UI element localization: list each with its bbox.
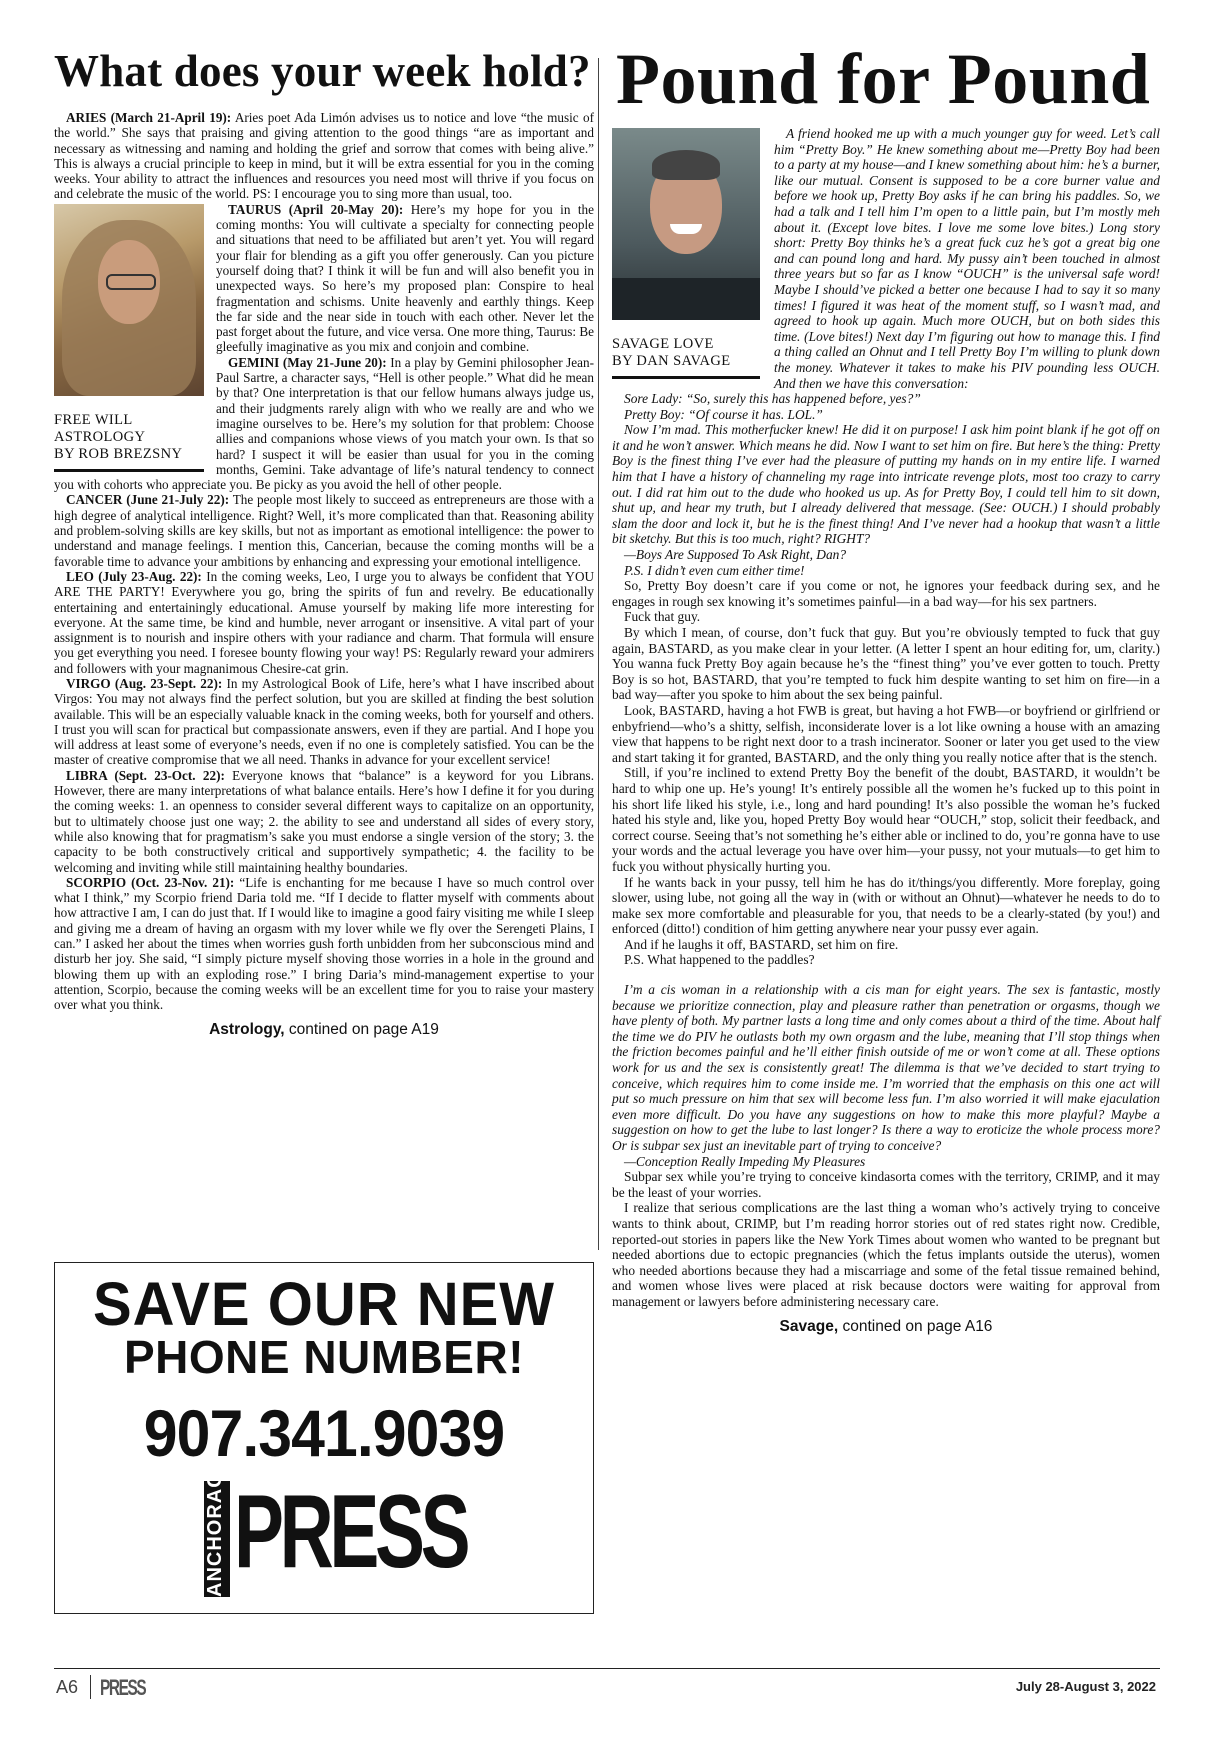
- page-number: A6: [56, 1677, 79, 1697]
- reply-paragraph: Fuck that guy.: [624, 609, 701, 625]
- reply-paragraph: If he wants back in your pussy, tell him he has do it/things/you differently. More foreplay, going slower, using lube, not going all the way in (with or without an Ohnut)—whatever he needs to do to make sex more comfortable and pleasurable for you, that needs to be a clearly-stated (by you!) and enforced (ditto!) condition of him getting anywhere near your pussy ever again.: [612, 874, 1160, 937]
- astrology-entry: ARIES (March 21-April 19): Aries poet Ada Limón advises us to notice and love “the music of the world.” She says that praising and giving attention to the good things “are as important and necessary as witnessing and naming and holding the grief and sorrow that comes with being alive.” This is always a crucial principle to keep in mind, but it will be extra essential for you in the coming weeks. Your ability to attract the influences and resources you need most will thrive if you focus on and celebrate the music of the world. PS: I encourage you to sing more than usual, too.: [54, 110, 594, 202]
- savage-body: [612, 126, 1160, 1310]
- astrology-entry: TAURUS (April 20-May 20): Here’s my hope for you in the coming months: You will cultivate a specialty for connecting people and situations that need to be affiliated but aren’t yet. You will regard your flair for blending as a gift you offer generously. Can you picture yourself doing that? I think it will be fun and will also benefit you in unexpected ways. So here’s my proposed plan: Conspire to heal fragmentation and schisms. Unite heavenly and earthly things. Keep the far side and the near side in touch with each other. Never let the past forget about the future, and vice versa. One more thing, Taurus: Be gleefully imaginative as you mix and conjoin and combine.: [216, 201, 594, 355]
- astrologer-photo-box: [54, 204, 204, 472]
- ad-headline-1: SAVE OUR NEW: [92, 1270, 556, 1339]
- letter-paragraph: Pretty Boy: “Of course it has. LOL.”: [624, 406, 823, 422]
- reply-paragraph: And if he laughs it off, BASTARD, set him on fire.: [624, 936, 899, 952]
- astrology-continued: Astrology, contined on page A19: [209, 1020, 439, 1038]
- columnist-photo: [612, 128, 760, 320]
- column-divider: [598, 58, 599, 1250]
- astrology-entry: CANCER (June 21-July 22): The people most likely to succeed as entrepreneurs are those with a high degree of analytical intelligence. Right? Well, it’s more complicated than that. Reasoning ability and problem-solving skills are key skills, but not as important as emotional intelligence: the power to understand and manage feelings. I mention this, Cancerian, because the coming months will be a favorable time to advance your ambitions by enhancing and expressing your emotional intelligence.: [54, 492, 594, 569]
- ad-headline-2: PHONE NUMBER!: [123, 1331, 525, 1383]
- reply-paragraph: So, Pretty Boy doesn’t care if you come or not, he ignores your feedback during sex, and he engages in rough sex knowing it’s sometimes painful—in a bad way—for his sex partners.: [612, 578, 1160, 609]
- astrologer-photo: [54, 204, 204, 396]
- astrology-entry: GEMINI (May 21-June 20): In a play by Gemini philosopher Jean-Paul Sartre, a character says, “Hell is other people.” What did he mean by that? One interpretation is that our fellow humans always judge us, and their judgments rarely align with who we really are and who we imagine ourselves to be. Here’s my solution for that problem: Choose allies and companions whose views of you match your own. Is that so hard? I suspect it will be easier than usual for you in the coming months, Gemini. Take advantage of life’s natural tendency to connect you with cohorts who appreciate you. Be picky as you avoid the hell of other people.: [54, 354, 594, 493]
- issue-date: July 28-August 3, 2022: [1015, 1679, 1156, 1694]
- reply-paragraph: By which I mean, of course, don’t fuck that guy. But you’re obviously tempted to fuck that guy again, BASTARD, as you make clear in your letter. (A letter I spent an hour editing for, um, clarity.) You wanna fuck Pretty Boy again because he’s the “finest thing” you’ve ever gotten to touch. Pretty Boy is so hot, BASTARD, that you’re tempted to fuck him despite wanting to set him on fire—in a bad way—after you spoke to him about the sex being painful.: [612, 625, 1160, 703]
- reply-paragraph: P.S. What happened to the paddles?: [624, 952, 815, 968]
- letter-postscript: P.S. I didn’t even cum either time!: [624, 562, 805, 578]
- savage-love-column: [612, 39, 1160, 1336]
- astrology-title: What does your week hold?: [54, 46, 591, 96]
- letter-paragraph: Sore Lady: “So, surely this has happened before, yes?”: [624, 391, 921, 407]
- astrology-entry: LEO (July 23-Aug. 22): In the coming weeks, Leo, I urge you to always be confident that YOU ARE THE PARTY! Everywhere you go, bring the spirits of fun and revelry. Be educationally entertaining and entertainingly educational. Amuse yourself by making life more interesting for everyone. At the same time, be kind and humble, never arrogant or insensitive. A vital part of your assignment is to nourish and inspire others with your radiance and charm. That formula will ensure you get everything you need. I foresee bounty flowing your way! PS: Regularly reward your admirers and followers with your magnanimous Chesire-cat grin.: [54, 568, 594, 676]
- letter-paragraph: I’m a cis woman in a relationship with a cis man for eight years. The sex is fantastic, mostly because we prioritize connection, play and pleasure rather than penetration or orgasms, though we have plenty of both. My partner lasts a long time and only comes about a third of the time. About half the time we do PIV he outlasts both my own orgasm and the lube, meaning that I’ll stop things when the friction becomes painful and he’ll either finish outside of me or won’t come at all. These options work for us and the sex is consistently great! The dilemma is that we’ve decided to start trying to conceive, which requires him to come inside me. I’m worried that the emphasis on this one act will put so much pressure on him that sex will become less fun. I’m also worried it will make ejaculation even more difficult. Do you have any suggestions on how to make this more playful? Maybe a suggestion on how to get the lube to last longer? Is there a way to eroticize the whole process more? Or is subpar sex just an inevitable part of trying to conceive?: [612, 982, 1160, 1153]
- letter-signoff: —Conception Really Impeding My Pleasures: [624, 1153, 866, 1169]
- astrology-entry: VIRGO (Aug. 23-Sept. 22): In my Astrological Book of Life, here’s what I have inscribed about Virgos: You may not always find the perfect solution, but you are skilled at finding the best solution available. This will be an especially valuable knack in the coming weeks, both for yourself and others. I trust you will scan for practical but compassionate answers, even if they are partial. And I hope you will address at least some of everyone’s needs, even if no one is completely satisfied. You can be the master of creative compromise that we all need. Thanks in advance for your excellent service!: [54, 675, 594, 768]
- anchorage-press-logo: ANCHORAGE PRESS: [204, 1456, 467, 1597]
- astrology-column: [54, 44, 594, 1039]
- footer-divider: [90, 1675, 91, 1699]
- letter-paragraph: A friend hooked me up with a much younger guy for weed. Let’s call him “Pretty Boy.” He knew something about me—Pretty Boy had been to a party at my house—and I knew something about him: he’s a burner, like our mutual. Consent is supposed to be a core burner value and before we hook up, Pretty Boy asks if he can bring his paddles. So, we had a talk and I tell him I’m open to a little pain, but I’m mostly meh about it. (Except love bites. I love me some love bites.) Long story short: Pretty Boy thinks he’s a great fuck cuz he’s got a great big one and can pound long and hard. My pussy ain’t been touched in almost three years but so far as I know “OUCH” is the universal safe word! Maybe I should’ve picked a better one because I had to say it so many times! I figured it was heat of the moment stuff, so I wasn’t mad, and agreed to hook up again. Much more OUCH, but on both sides this time. (Love bites!) Next day I’m figuring out how to manage this. I find a thing called an Ohnut and I tell Pretty Boy I’m willing to plunk down the money. Whatever it takes to make his PIV pounding less OUCH. And then we have this conversation:: [774, 126, 1160, 391]
- savage-continued: Savage, contined on page A16: [779, 1317, 993, 1335]
- page-footer: [54, 1668, 1160, 1703]
- columnist-photo-box: [612, 128, 760, 379]
- savage-byline: SAVAGE LOVE BY DAN SAVAGE: [612, 320, 760, 379]
- phone-number-ad: [54, 1262, 594, 1614]
- astrology-body: [54, 110, 594, 1013]
- ad-phone-number: 907.341.9039: [143, 1396, 505, 1470]
- astrology-entry: LIBRA (Sept. 23-Oct. 22): Everyone knows that “balance” is a keyword for you Librans. However, there are many interpretations of what balance entails. Here’s how I define it for you during the coming weeks: 1. an openness to consider several different ways to capitalize on an opportunity, but to ultimately choose just one way; 2. the ability to see and understand all sides of every story, while also knowing that for pragmatism’s sake you must endorse a single version of the story; 3. the capacity to be both constructively critical and supportively sympathetic; 4. the facility to be welcoming and inviting while still maintaining healthy boundaries.: [54, 767, 594, 875]
- footer-logo: PRESS: [100, 1675, 146, 1700]
- reply-paragraph: I realize that serious complications are the last thing a woman who’s actively trying to conceive wants to think about, CRIMP, but I’m reading horror stories out of red states right now. Credible, reported-out stories in papers like the New York Times about women who wanted to be pregnant but needed abortions due to ectopic pregnancies (which the fetus implants outside the uterus), women who needed abortions because they had a miscarriage and some of the fetal tissue remained behind, and women whose lives were placed at risk because doctors were waiting for approval from management or lawyers before administering necessary care.: [612, 1200, 1160, 1309]
- astrology-entry: SCORPIO (Oct. 23-Nov. 21): “Life is enchanting for me because I have so much control over what I think,” my Scorpio friend Daria told me. “If I decide to flatter myself with comments about how attractive I am, I can do just that. If I would like to imagine a good fairy visiting me while I sleep and giving me a dream of having an orgasm with my lover while we fly over the Serengeti Plains, I can.” I asked her about the times when worries gush forth unbidden from her subconscious mind and disturb her joy. She said, “I simply picture myself shoving those worries in a hole in the ground and blowing them up with an exploding rose.” I bring Daria’s mind-management expertise to your attention, Scorpio, because the coming weeks will be an excellent time for you to raise your mastery over what you think.: [54, 874, 594, 1013]
- reply-paragraph: Still, if you’re inclined to extend Pretty Boy the benefit of the doubt, BASTARD, it wouldn’t be hard to whip one up. He’s young! It’s entirely possible all the women he’s fucked up to this point in his short life liked his style, i.e., long and hard pounding! It’s also possible the woman he’s fucked hated his style and, like you, hoped Pretty Boy would hear “OUCH,” stop, solicit their feedback, and correct course. Seeing that’s not something he’s either able or inclined to do, you’re gonna have to use your words and the actual leverage you have over him—your pussy, not your mutuals—to get him to fuck you without physically hurting you.: [612, 765, 1160, 874]
- letter-signoff: —Boys Are Supposed To Ask Right, Dan?: [624, 547, 847, 563]
- astrology-byline: FREE WILL ASTROLOGY BY ROB BREZSNY: [54, 396, 204, 472]
- letter-paragraph: Now I’m mad. This motherfucker knew! He did it on purpose! I ask him point blank if he got off on it and he won’t answer. Which means he did. Now I want to set him on fire. But here’s the thing: Pretty Boy is the finest thing I’ve ever had the pleasure of putting my hands on in my entire life. I warned him that I have a history of channeling my rage into intricate revenge plots, most too crazy to carry out. I did rat him out to the dude who hooked us up. As for Pretty Boy, I could tell him to sit down, shut up, and hear my truth, but I already delivered that message. (See: OUCH.) I should probably slam the door and lock it, but he is the finest thing! And I’ve never had a hookup that wasn’t a little bit sketchy. But this is too much, right? RIGHT?: [612, 422, 1160, 547]
- reply-paragraph: Subpar sex while you’re trying to conceive kindasorta comes with the territory, CRIMP, and it may be the least of your worries.: [612, 1169, 1160, 1200]
- savage-title: Pound for Pound: [616, 39, 1151, 119]
- reply-paragraph: Look, BASTARD, having a hot FWB is great, but having a hot FWB—or boyfriend or girlfriend or enbyfriend—who’s a shitty, selfish, inconsiderate lover is a lot like owning a house with an amazing view that happens to be right next door to a trash incinerator. Sooner or later you get used to the view and start taking it for granted, BASTARD, and the only thing you really notice after that is the stench.: [612, 702, 1160, 765]
